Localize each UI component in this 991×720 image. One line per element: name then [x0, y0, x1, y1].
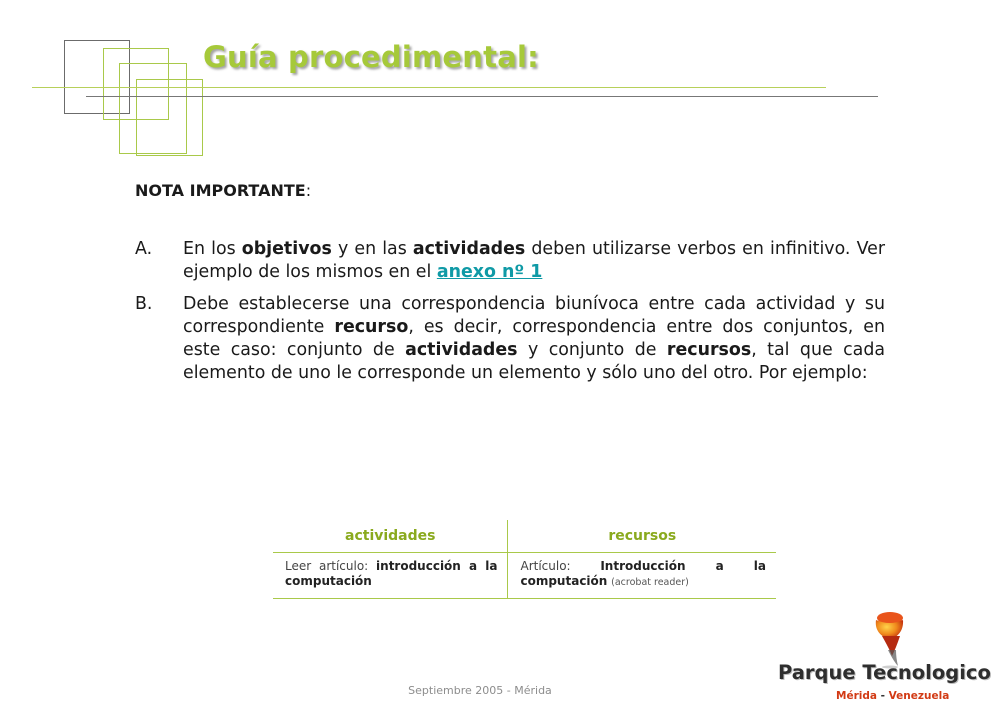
logo-city: Mérida — [836, 690, 877, 702]
column-header-recursos: recursos — [508, 520, 776, 552]
bold-term-recursos: recursos — [666, 340, 752, 360]
cell-note: (acrobat reader) — [611, 576, 689, 588]
list-marker: A. — [135, 239, 153, 259]
parque-tecnologico-logo — [770, 610, 991, 710]
cell-text: Artículo: — [520, 558, 601, 573]
note-heading-colon: : — [305, 181, 312, 200]
text-run: deben utilizarse verbos en infinitivo. Ver ejemplo de los mismos en el — [183, 239, 885, 282]
bold-term-actividades: actividades — [405, 340, 518, 360]
column-header-actividades: actividades — [273, 520, 508, 552]
decor-square-green-3 — [136, 79, 203, 156]
table-cell-resource — [508, 552, 776, 598]
text-run: , es decir, correspondencia entre dos conjuntos, en este caso: conjunto de — [183, 317, 885, 360]
logo-brand-text: Parque Tecnologico — [778, 661, 991, 684]
logo-location — [836, 690, 949, 702]
cell-bold-text: introducción a la computación — [285, 558, 498, 588]
activities-resources-table — [273, 520, 776, 599]
footer-text: Septiembre 2005 - Mérida — [408, 684, 552, 697]
bold-term-recurso: recurso — [334, 317, 409, 337]
text-run: Debe establecerse una correspondencia biunívoca entre cada actividad y su correspondiente — [183, 294, 885, 337]
list-item-body — [183, 293, 885, 385]
decor-line-green — [32, 87, 826, 88]
table-row — [273, 552, 776, 598]
decor-line-gray — [86, 96, 878, 97]
bold-term-objetivos: objetivos — [241, 239, 332, 259]
note-heading — [135, 181, 311, 200]
logo-separator: - — [876, 690, 889, 702]
table-header-row — [273, 520, 776, 552]
text-run: , tal que cada elemento de uno le corresponde un elemento y sólo uno del otro. Por ejemplo: — [183, 340, 886, 383]
cell-text: Leer artículo: — [285, 558, 377, 573]
text-run: y conjunto de — [517, 340, 667, 360]
list-item-a — [135, 238, 885, 284]
text-run: y en las — [331, 239, 413, 259]
spinning-top-icon — [870, 610, 918, 668]
list-marker: B. — [135, 294, 153, 314]
list-item-body — [183, 238, 885, 284]
note-heading-text: NOTA IMPORTANTE — [135, 181, 306, 200]
cell-bold-text: Introducción a la computación — [520, 558, 766, 588]
bold-term-actividades: actividades — [412, 239, 526, 259]
text-run: En los — [183, 239, 242, 259]
annex-link[interactable]: anexo nº 1 — [436, 262, 543, 282]
list-item-b — [135, 293, 885, 385]
table-cell-activity — [273, 552, 508, 598]
logo-country: Venezuela — [888, 690, 950, 702]
slide-title: Guía procedimental: — [203, 40, 539, 74]
